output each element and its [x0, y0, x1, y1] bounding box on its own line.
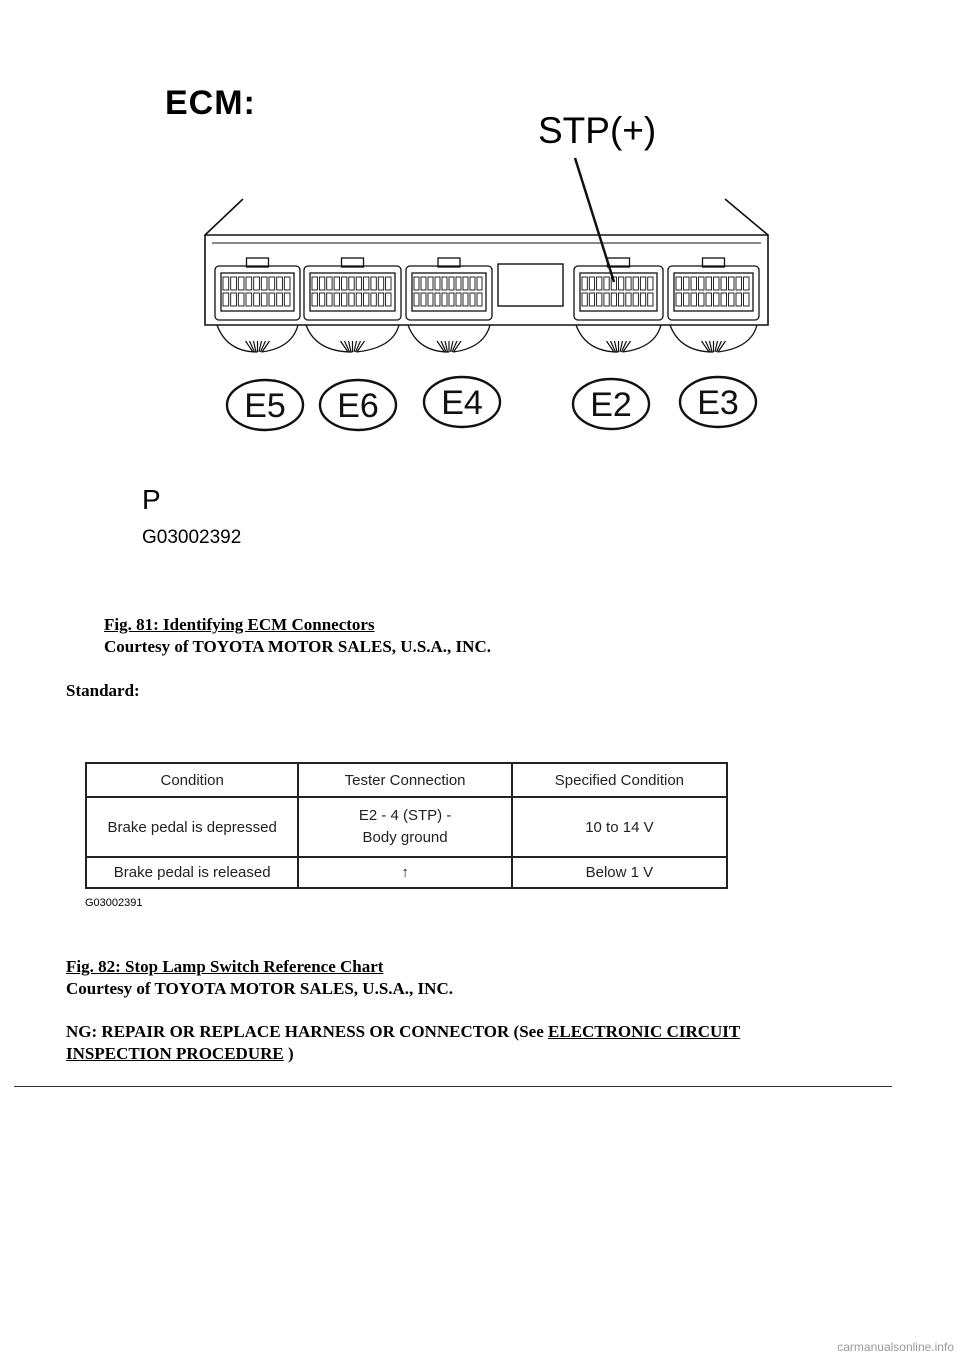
tester-line-2: Body ground	[362, 829, 448, 846]
ng-suffix: )	[283, 1044, 294, 1063]
ng-text: NG: REPAIR OR REPLACE HARNESS OR CONNECTOR (See	[66, 1022, 549, 1041]
watermark: carmanualsonline.info	[837, 1340, 954, 1354]
connector-label: E2	[590, 386, 632, 424]
ng-instruction-line2	[66, 1043, 294, 1064]
ecm-label: ECM:	[165, 84, 256, 122]
ecm-connector-body	[304, 258, 401, 320]
figure-81-caption: Fig. 81: Identifying ECM Connectors	[104, 615, 375, 634]
table-row	[86, 797, 727, 857]
table-header-cell: Condition	[86, 763, 298, 797]
wire-harness	[408, 325, 490, 352]
electronic-circuit-link[interactable]: ELECTRONIC CIRCUIT	[548, 1022, 741, 1041]
tester-line-1: E2 - 4 (STP) -	[358, 807, 452, 824]
figure-81-code: G03002392	[142, 527, 242, 548]
standard-label: Standard:	[66, 681, 140, 700]
table-cell-spec: Below 1 V	[512, 857, 727, 888]
ecm-connector-diagram	[0, 0, 960, 470]
ecm-connector-body	[574, 258, 663, 320]
figure-82-courtesy: Courtesy of TOYOTA MOTOR SALES, U.S.A., INC.	[66, 979, 453, 998]
figure-82-code: G03002391	[85, 897, 143, 909]
wire-harness	[670, 325, 757, 352]
connector-label-oval	[227, 380, 303, 430]
connector-label-oval	[424, 377, 500, 427]
ecm-connector-body	[215, 258, 300, 320]
section-divider	[14, 1086, 892, 1087]
table-header-cell: Tester Connection	[298, 763, 511, 797]
inspection-procedure-link[interactable]: INSPECTION PROCEDURE	[66, 1044, 284, 1063]
corner-letter-p: P	[142, 484, 161, 515]
table-cell-tester-ditto: ↑	[298, 857, 511, 888]
connector-label: E3	[697, 384, 739, 422]
table-cell-spec: 10 to 14 V	[512, 797, 727, 857]
ecm-connector-body	[406, 258, 492, 320]
stp-pointer-line	[575, 158, 614, 282]
table-cell-condition: Brake pedal is depressed	[86, 797, 298, 857]
figure-82-caption: Fig. 82: Stop Lamp Switch Reference Chart	[66, 957, 384, 976]
stp-pin-label: STP(+)	[538, 110, 657, 151]
ecm-center-window	[498, 264, 563, 306]
connector-label-oval	[680, 377, 756, 427]
figure-81-courtesy: Courtesy of TOYOTA MOTOR SALES, U.S.A., INC.	[104, 637, 491, 656]
table-cell-condition: Brake pedal is released	[86, 857, 298, 888]
connector-label: E6	[337, 387, 379, 425]
table-row	[86, 857, 727, 888]
connector-label-oval	[573, 379, 649, 429]
table-header-cell: Specified Condition	[512, 763, 727, 797]
ecm-connector-body	[668, 258, 759, 320]
connector-label-oval	[320, 380, 396, 430]
connector-label: E5	[244, 387, 286, 425]
table-cell-tester	[298, 797, 511, 857]
table-header-row	[86, 763, 727, 797]
wire-harness	[306, 325, 399, 352]
wire-harness	[217, 325, 298, 352]
wire-harness	[576, 325, 661, 352]
stop-lamp-switch-table	[85, 762, 728, 889]
figure-81	[0, 0, 960, 560]
ng-instruction	[66, 1021, 866, 1042]
connector-label: E4	[441, 384, 483, 422]
